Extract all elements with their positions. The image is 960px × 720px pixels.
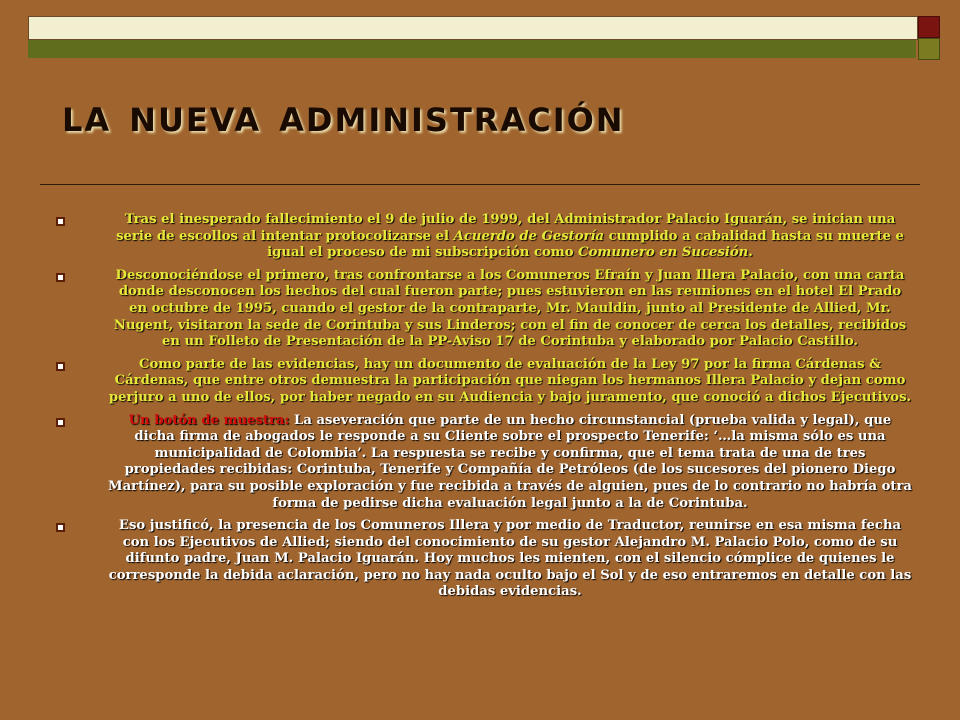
paragraph-1-italic-a: Acuerdo de Gestoría (453, 228, 605, 244)
paragraph-1 (108, 212, 912, 262)
header-band-green (28, 40, 916, 58)
paragraph-5: Eso justificó, la presencia de los Comuneros Illera y por medio de Traductor, reunirse en esa misma fecha con los Ejecutivos de Allied; siendo del conocimiento de su gestor Alejandro M. Palacio Polo, como de su difunto padre, Juan M. Palacio Iguarán. Hoy muchos les mienten, con el silencio cómplice de quienes le corresponde la debida aclaración, pero no hay nada oculto bajo el Sol y de eso entraremos en detalle con las debidas evidencias. (108, 518, 912, 600)
list-item (56, 268, 912, 351)
slide-title: la nueva administración (62, 88, 625, 142)
list-item (56, 357, 912, 407)
title-divider (40, 184, 920, 185)
square-bullet-icon (56, 362, 65, 371)
paragraph-1-part-a: Tras el inesperado fallecimiento el 9 de julio de 1999, del Administrador Palacio Iguarán, se inician una serie de escollos al intentar protocolizarse el (116, 212, 896, 244)
list-item (56, 518, 912, 601)
paragraph-1-italic-b: Comunero en Sucesión (578, 245, 749, 261)
square-bullet-icon (56, 418, 65, 427)
corner-square-olive (918, 38, 940, 60)
paragraph-2: Desconociéndose el primero, tras confrontarse a los Comuneros Efraín y Juan Illera Palacio, con una carta donde desconocen los hechos del cual fueron parte; pues estuvieron en las reuniones en el hotel El Prado en octubre de 1995, cuando el gestor de la contraparte, Mr. Mauldin, junto al Presidente de Allied, Mr. Nugent, visitaron la sede de Corintuba y sus Linderos; con el fin de conocer de cerca los detalles, recibidos en un Folleto de Presentación de la PP-Aviso 17 de Corintuba y elaborado por Palacio Castillo. (113, 267, 907, 350)
paragraph-1-part-c: . (748, 245, 753, 261)
square-bullet-icon (56, 523, 65, 532)
paragraph-3: Como parte de las evidencias, hay un documento de evaluación de la Ley 97 por la firma Cárdenas & Cárdenas, que entre otros demuestra la participación que niegan los hermanos Illera Palacio y dejan como perjuro a uno de ellos, por haber negado en su Audiencia y bajo juramento, que conoció a dichos Ejecutivos. (108, 356, 912, 405)
list-item (56, 413, 912, 513)
paragraph-4-lead: Un botón de muestra: (128, 412, 290, 428)
header-band-cream (28, 16, 918, 40)
paragraph-4-text: La aseveración que parte de un hecho circunstancial (prueba valida y legal), que dicha firma de abogados le responde a su Cliente sobre el prospecto Tenerife: ‘…la misma sólo es una municipalidad de Colombia’. La respuesta se recibe y confirma, que el tema trata de una de tres propiedades recibidas: Corintuba, Tenerife y Compañía de Petróleos (de los sucesores del pionero Diego Martínez), para su posible exploración y fue recibida a través de alguien, pues de lo contrario no habría otra forma de pedirse dicha evaluación legal junto a la de Corintuba. (108, 412, 912, 511)
paragraph-1-part-b: cumplido a cabalidad hasta su muerte e igual el proceso de mi subscripción como (267, 228, 904, 261)
square-bullet-icon (56, 273, 65, 282)
corner-square-red (918, 16, 940, 38)
slide-body (56, 212, 912, 607)
list-item (56, 212, 912, 262)
paragraph-4 (108, 413, 912, 513)
square-bullet-icon (56, 217, 65, 226)
